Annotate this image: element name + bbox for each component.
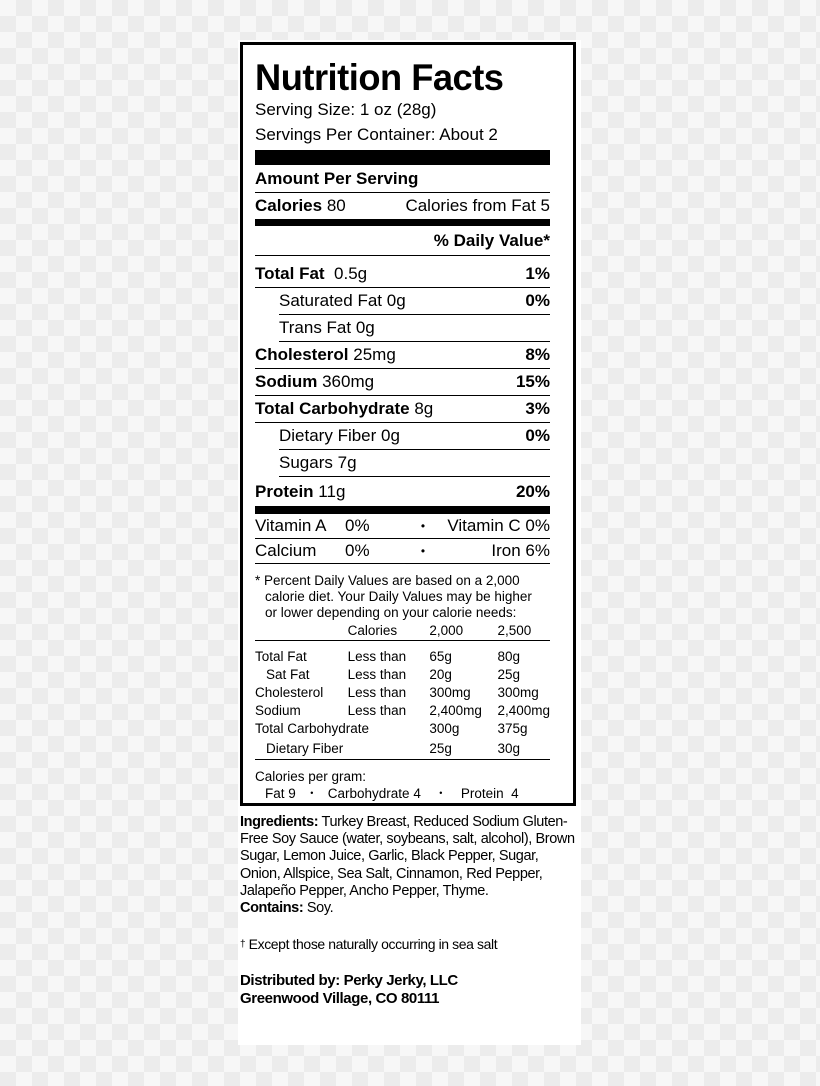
servings-per-container: Servings Per Container: About 2 <box>255 125 498 144</box>
nutrient-row-total-carbohydrate: Total Carbohydrate 8g 3% <box>255 396 550 423</box>
amount-per-serving: Amount Per Serving <box>255 165 550 193</box>
table-row: Total Fat Less than 65g 80g <box>255 648 520 664</box>
table-row: Total Carbohydrate 300g 375g <box>255 720 528 736</box>
nutrient-row-sodium: Sodium 360mg 15% <box>255 369 550 396</box>
daily-value-header-row <box>255 226 550 256</box>
nutrient-row-protein: Protein 11g 20% <box>255 481 550 501</box>
nutrient-row-cholesterol: Cholesterol 25mg 8% <box>255 342 550 369</box>
nutrient-row-total-fat: Total Fat 0.5g 1% <box>255 256 550 288</box>
contains-text: Contains: Soy. <box>240 900 334 917</box>
daily-value-table <box>255 621 550 760</box>
calories-per-gram: Calories per gram: Fat 9 • Carbohydrate 4 • Protein 4 <box>255 769 519 801</box>
thick-divider <box>255 150 550 165</box>
dv-table-header: Calories 2,000 2,500 <box>255 621 550 641</box>
nutrition-facts-panel <box>240 42 576 806</box>
daily-value-footnote: * Percent Daily Values are based on a 2,000 calorie diet. Your Daily Values may be higher or lower depending on your calorie needs: <box>255 573 532 620</box>
calories-label: Calories <box>255 196 323 215</box>
serving-size: Serving Size: 1 oz (28g) <box>255 100 437 119</box>
vitamin-divider <box>255 506 550 514</box>
vitamin-row-a-c: Vitamin A 0% • Vitamin C 0% <box>255 514 550 539</box>
ingredients-info <box>240 814 580 1008</box>
nutrient-row-saturated-fat: Saturated Fat 0g 0% <box>279 288 550 315</box>
medium-divider <box>255 219 550 226</box>
nutrient-row-trans-fat: Trans Fat 0g <box>279 315 550 342</box>
dagger-note: † Except those naturally occurring in sea salt <box>240 936 498 953</box>
table-row: Cholesterol Less than 300mg 300mg <box>255 684 539 700</box>
ingredients-text: Ingredients: Turkey Breast, Reduced Sodium Gluten-Free Soy Sauce (water, soybeans, salt, alcohol), Brown Sugar, Lemon Juice, Garlic, Black Pepper, Sugar, Onion, Allspice, Sea Salt, Cinnamon, Red Pepper, Jalapeño Pepper, Ancho Pepper, Thyme. <box>240 814 575 899</box>
distributor-info: Distributed by: Perky Jerky, LLC Greenwood Village, CO 80111 <box>240 972 458 1008</box>
table-row: Sat Fat Less than 20g 25g <box>266 666 520 682</box>
table-row: Dietary Fiber 25g 30g <box>255 737 550 760</box>
daily-value-header: % Daily Value* <box>433 230 550 250</box>
nutrient-row-sugars: Sugars 7g <box>279 450 550 477</box>
calories-from-fat: Calories from Fat 5 <box>405 196 550 215</box>
table-row: Sodium Less than 2,400mg 2,400mg <box>255 702 550 718</box>
calories-value: 80 <box>326 196 346 215</box>
nutrient-row-dietary-fiber: Dietary Fiber 0g 0% <box>279 423 550 450</box>
vitamin-row-calcium-iron: Calcium 0% • Iron 6% <box>255 539 550 564</box>
calories-row <box>255 193 550 219</box>
nutrition-facts-title: Nutrition Facts <box>255 57 504 98</box>
